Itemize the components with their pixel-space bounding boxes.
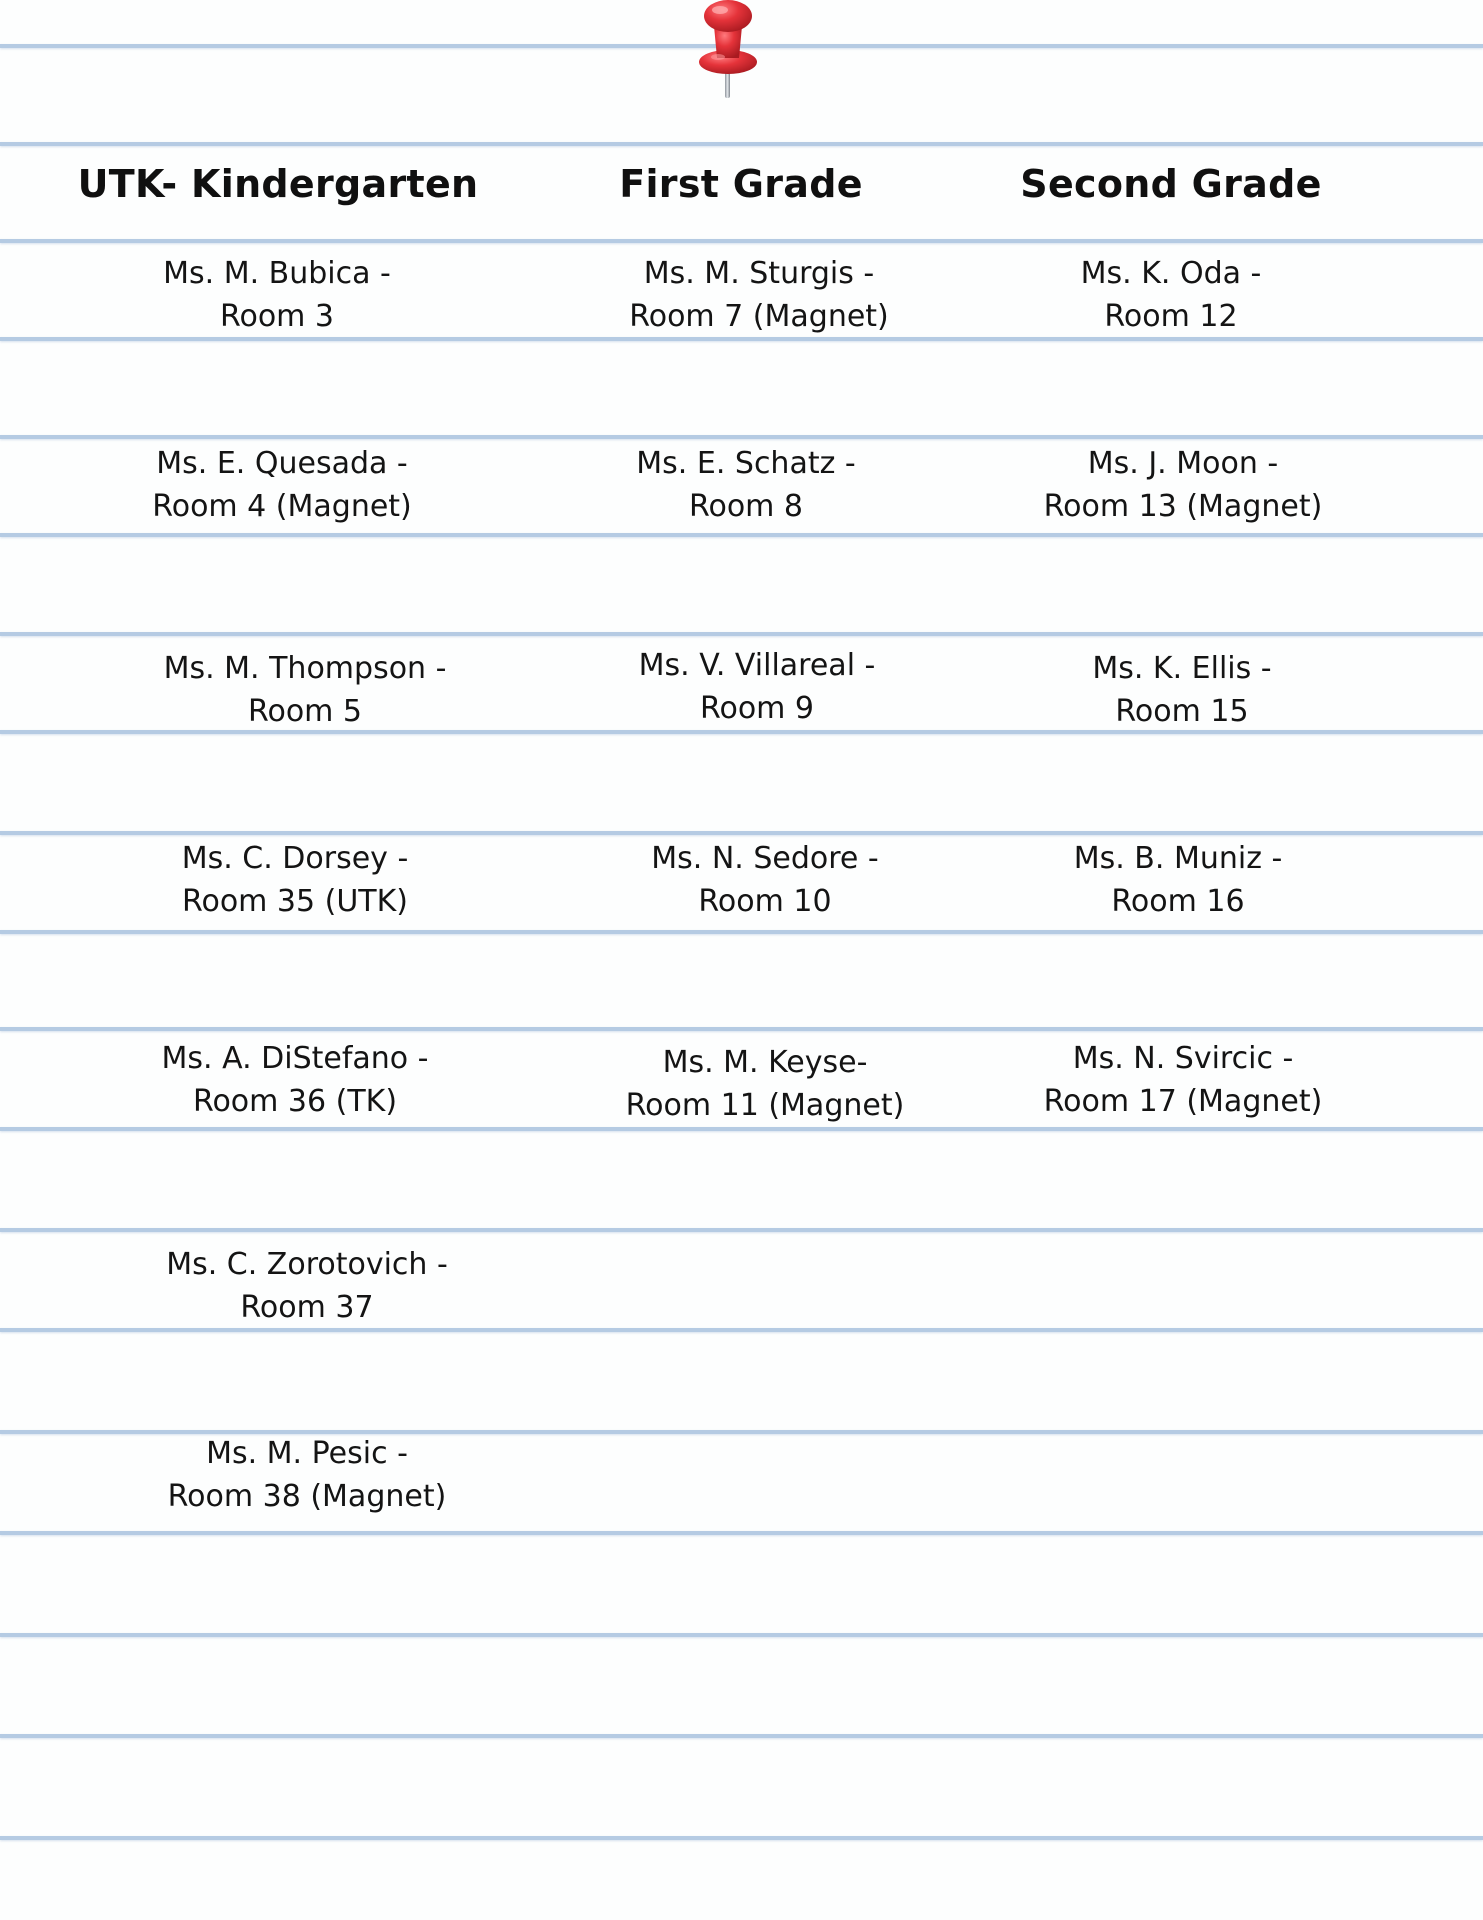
teacher-entry-kindergarten (35, 837, 555, 923)
teacher-entry-kindergarten (17, 252, 537, 338)
teacher-entry-kindergarten (47, 1243, 567, 1329)
teacher-name: Ms. E. Schatz - (636, 446, 856, 481)
ruled-line (0, 533, 1483, 537)
teacher-name: Ms. N. Svircic - (1072, 1041, 1294, 1076)
teacher-entry-kindergarten (45, 647, 565, 733)
ruled-line (0, 632, 1483, 636)
room-number: Room 15 (1115, 694, 1249, 729)
ruled-line (0, 1027, 1483, 1031)
ruled-line (0, 1127, 1483, 1131)
teacher-entry-second-grade (923, 442, 1443, 528)
teacher-name: Ms. M. Sturgis - (643, 256, 875, 291)
teacher-name: Ms. C. Dorsey - (181, 841, 409, 876)
room-number: Room 35 (UTK) (181, 884, 409, 919)
room-number: Room 9 (699, 691, 815, 726)
teacher-name: Ms. B. Muniz - (1073, 841, 1283, 876)
teacher-name: Ms. M. Pesic - (206, 1436, 408, 1471)
ruled-line (0, 1228, 1483, 1232)
push-pin-icon (690, 0, 766, 102)
teacher-name: Ms. J. Moon - (1087, 446, 1279, 481)
ruled-line (0, 239, 1483, 243)
teacher-entry-second-grade (911, 252, 1431, 338)
room-number: Room 37 (240, 1290, 374, 1325)
ruled-line (0, 1531, 1483, 1535)
room-number: Room 13 (Magnet) (1043, 489, 1323, 524)
teacher-name: Ms. C. Zorotovich - (166, 1247, 448, 1282)
ruled-line (0, 930, 1483, 934)
room-number: Room 17 (Magnet) (1043, 1084, 1323, 1119)
ruled-line (0, 1633, 1483, 1637)
heading-second-grade: Second Grade (1020, 162, 1322, 206)
heading-kindergarten: UTK- Kindergarten (77, 162, 479, 206)
room-number: Room 8 (688, 489, 804, 524)
room-number: Room 38 (Magnet) (167, 1479, 447, 1514)
teacher-name: Ms. M. Keyse- (662, 1045, 868, 1080)
room-number: Room 7 (Magnet) (629, 299, 889, 334)
teacher-name: Ms. N. Sedore - (651, 841, 879, 876)
room-number: Room 4 (Magnet) (152, 489, 412, 524)
teacher-entry-kindergarten (35, 1037, 555, 1123)
room-number: Room 12 (1104, 299, 1238, 334)
room-number: Room 10 (698, 884, 832, 919)
heading-first-grade: First Grade (619, 162, 863, 206)
teacher-name: Ms. A. DiStefano - (161, 1041, 429, 1076)
room-number: Room 16 (1111, 884, 1245, 919)
teacher-entry-second-grade (923, 1037, 1443, 1123)
teacher-name: Ms. M. Bubica - (163, 256, 391, 291)
ruled-line (0, 142, 1483, 146)
room-number: Room 11 (Magnet) (625, 1088, 905, 1123)
ruled-line (0, 1836, 1483, 1840)
teacher-entry-second-grade (918, 837, 1438, 923)
teacher-name: Ms. K. Oda - (1080, 256, 1262, 291)
teacher-entry-second-grade (922, 647, 1442, 733)
room-number: Room 3 (219, 299, 335, 334)
ruled-line (0, 1734, 1483, 1738)
room-number: Room 5 (247, 694, 363, 729)
room-number: Room 36 (TK) (192, 1084, 398, 1119)
teacher-name: Ms. E. Quesada - (156, 446, 408, 481)
ruled-line (0, 831, 1483, 835)
ruled-line (0, 435, 1483, 439)
teacher-name: Ms. M. Thompson - (163, 651, 447, 686)
teacher-entry-kindergarten (47, 1432, 567, 1518)
teacher-name: Ms. V. Villareal - (638, 648, 876, 683)
teacher-name: Ms. K. Ellis - (1092, 651, 1272, 686)
teacher-entry-kindergarten (22, 442, 542, 528)
